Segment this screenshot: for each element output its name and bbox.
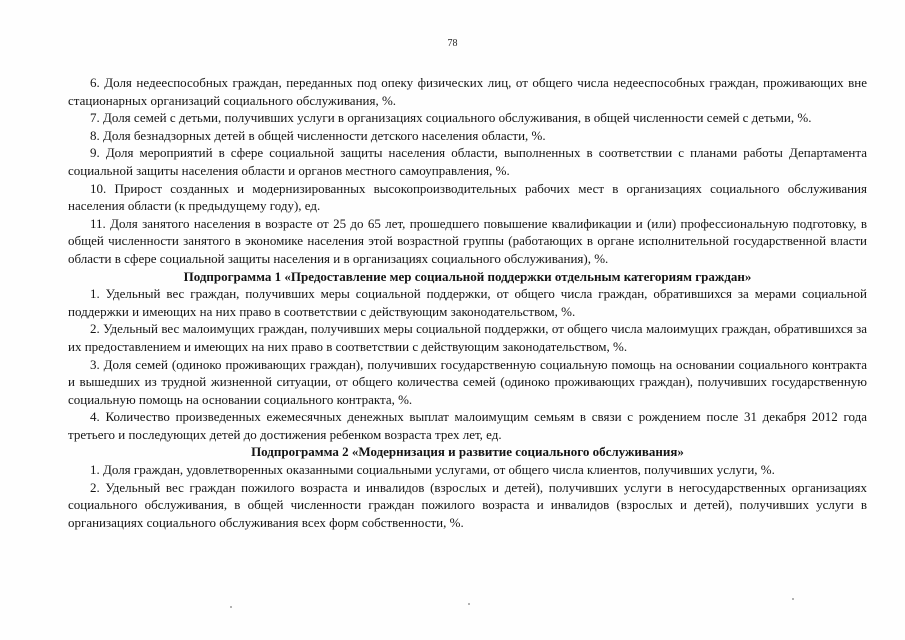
paragraph-indicator-6: 6. Доля недееспособных граждан, переданных под опеку физических лиц, от общего числа недееспособных граждан, проживающих вне стационарных организаций социального обслуживания, %. [68,75,867,108]
subprogram-2-indicator-2: 2. Удельный вес граждан пожилого возраста и инвалидов (взрослых и детей), получивших услуги в негосударственных организациях социального обслуживания, в общей численности граждан пожилого возраста и инвалидов (взрослых и детей), получивших услуги в организациях социального обслуживания всех форм собственности, %. [68,479,867,530]
subprogram-1-heading: Подпрограмма 1 «Предоставление мер социальной поддержки отдельным категориям граждан» [183,268,752,284]
scan-speck [792,598,794,600]
subprogram-1-indicator-1: 1. Удельный вес граждан, получивших меры социальной поддержки, от общего числа граждан, обратившихся за мерами социальной поддержки и имеющих на них право в соответствии с действующим законодательством, %. [68,286,867,319]
scan-speck [230,606,232,608]
paragraph-indicator-11: 11. Доля занятого населения в возрасте от 25 до 65 лет, прошедшего повышение квалификации и (или) профессиональную подготовку, в общей численности занятого в экономике населения этой возрастной группы (работающих в органе исполнительной государственной власти области в сфере социальной защиты населения и в организациях социального обслуживания), %. [68,215,867,266]
paragraph-indicator-10: 10. Прирост созданных и модернизированных высокопроизводительных рабочих мест в организациях социального обслуживания населения области (к предыдущему году), ед. [68,180,867,214]
paragraph-indicator-9: 9. Доля мероприятий в сфере социальной защиты населения области, выполненных в соответствии с планами работы Департамента социальной защиты населения области и органов местного самоуправления, %. [68,145,867,178]
subprogram-1-indicator-3: 3. Доля семей (одиноко проживающих граждан), получивших государственную социальную помощь на основании социального контракта и вышедших из трудной жизненной ситуации, от общего количества семей (одиноко проживающих граждан), получивших государственную социальную помощь на основании социального контракта, %. [68,356,867,407]
paragraph-indicator-8: 8. Доля безнадзорных детей в общей численности детского населения области, %. [90,127,546,143]
scan-speck [468,603,470,605]
document-body [68,74,867,531]
page-number: 78 [447,38,458,49]
subprogram-2-indicator-1: 1. Доля граждан, удовлетворенных оказанными социальными услугами, от общего числа клиентов, получивших услуги, %. [90,462,775,478]
subprogram-2-heading: Подпрограмма 2 «Модернизация и развитие социального обслуживания» [251,444,684,460]
subprogram-1-indicator-4: 4. Количество произведенных ежемесячных денежных выплат малоимущим семьям в связи с рождением после 31 декабря 2012 года третьего и последующих детей до достижения ребенком возраста трех лет, ед. [68,409,867,442]
paragraph-indicator-7: 7. Доля семей с детьми, получивших услуги в организациях социального обслуживания, в общей численности семей с детьми, %. [90,110,812,126]
subprogram-1-indicator-2: 2. Удельный вес малоимущих граждан, получивших меры социальной поддержки, от общего числа малоимущих граждан, обратившихся за их предоставлением и имеющих на них право в соответствии с действующим законодательством, %. [68,321,867,354]
